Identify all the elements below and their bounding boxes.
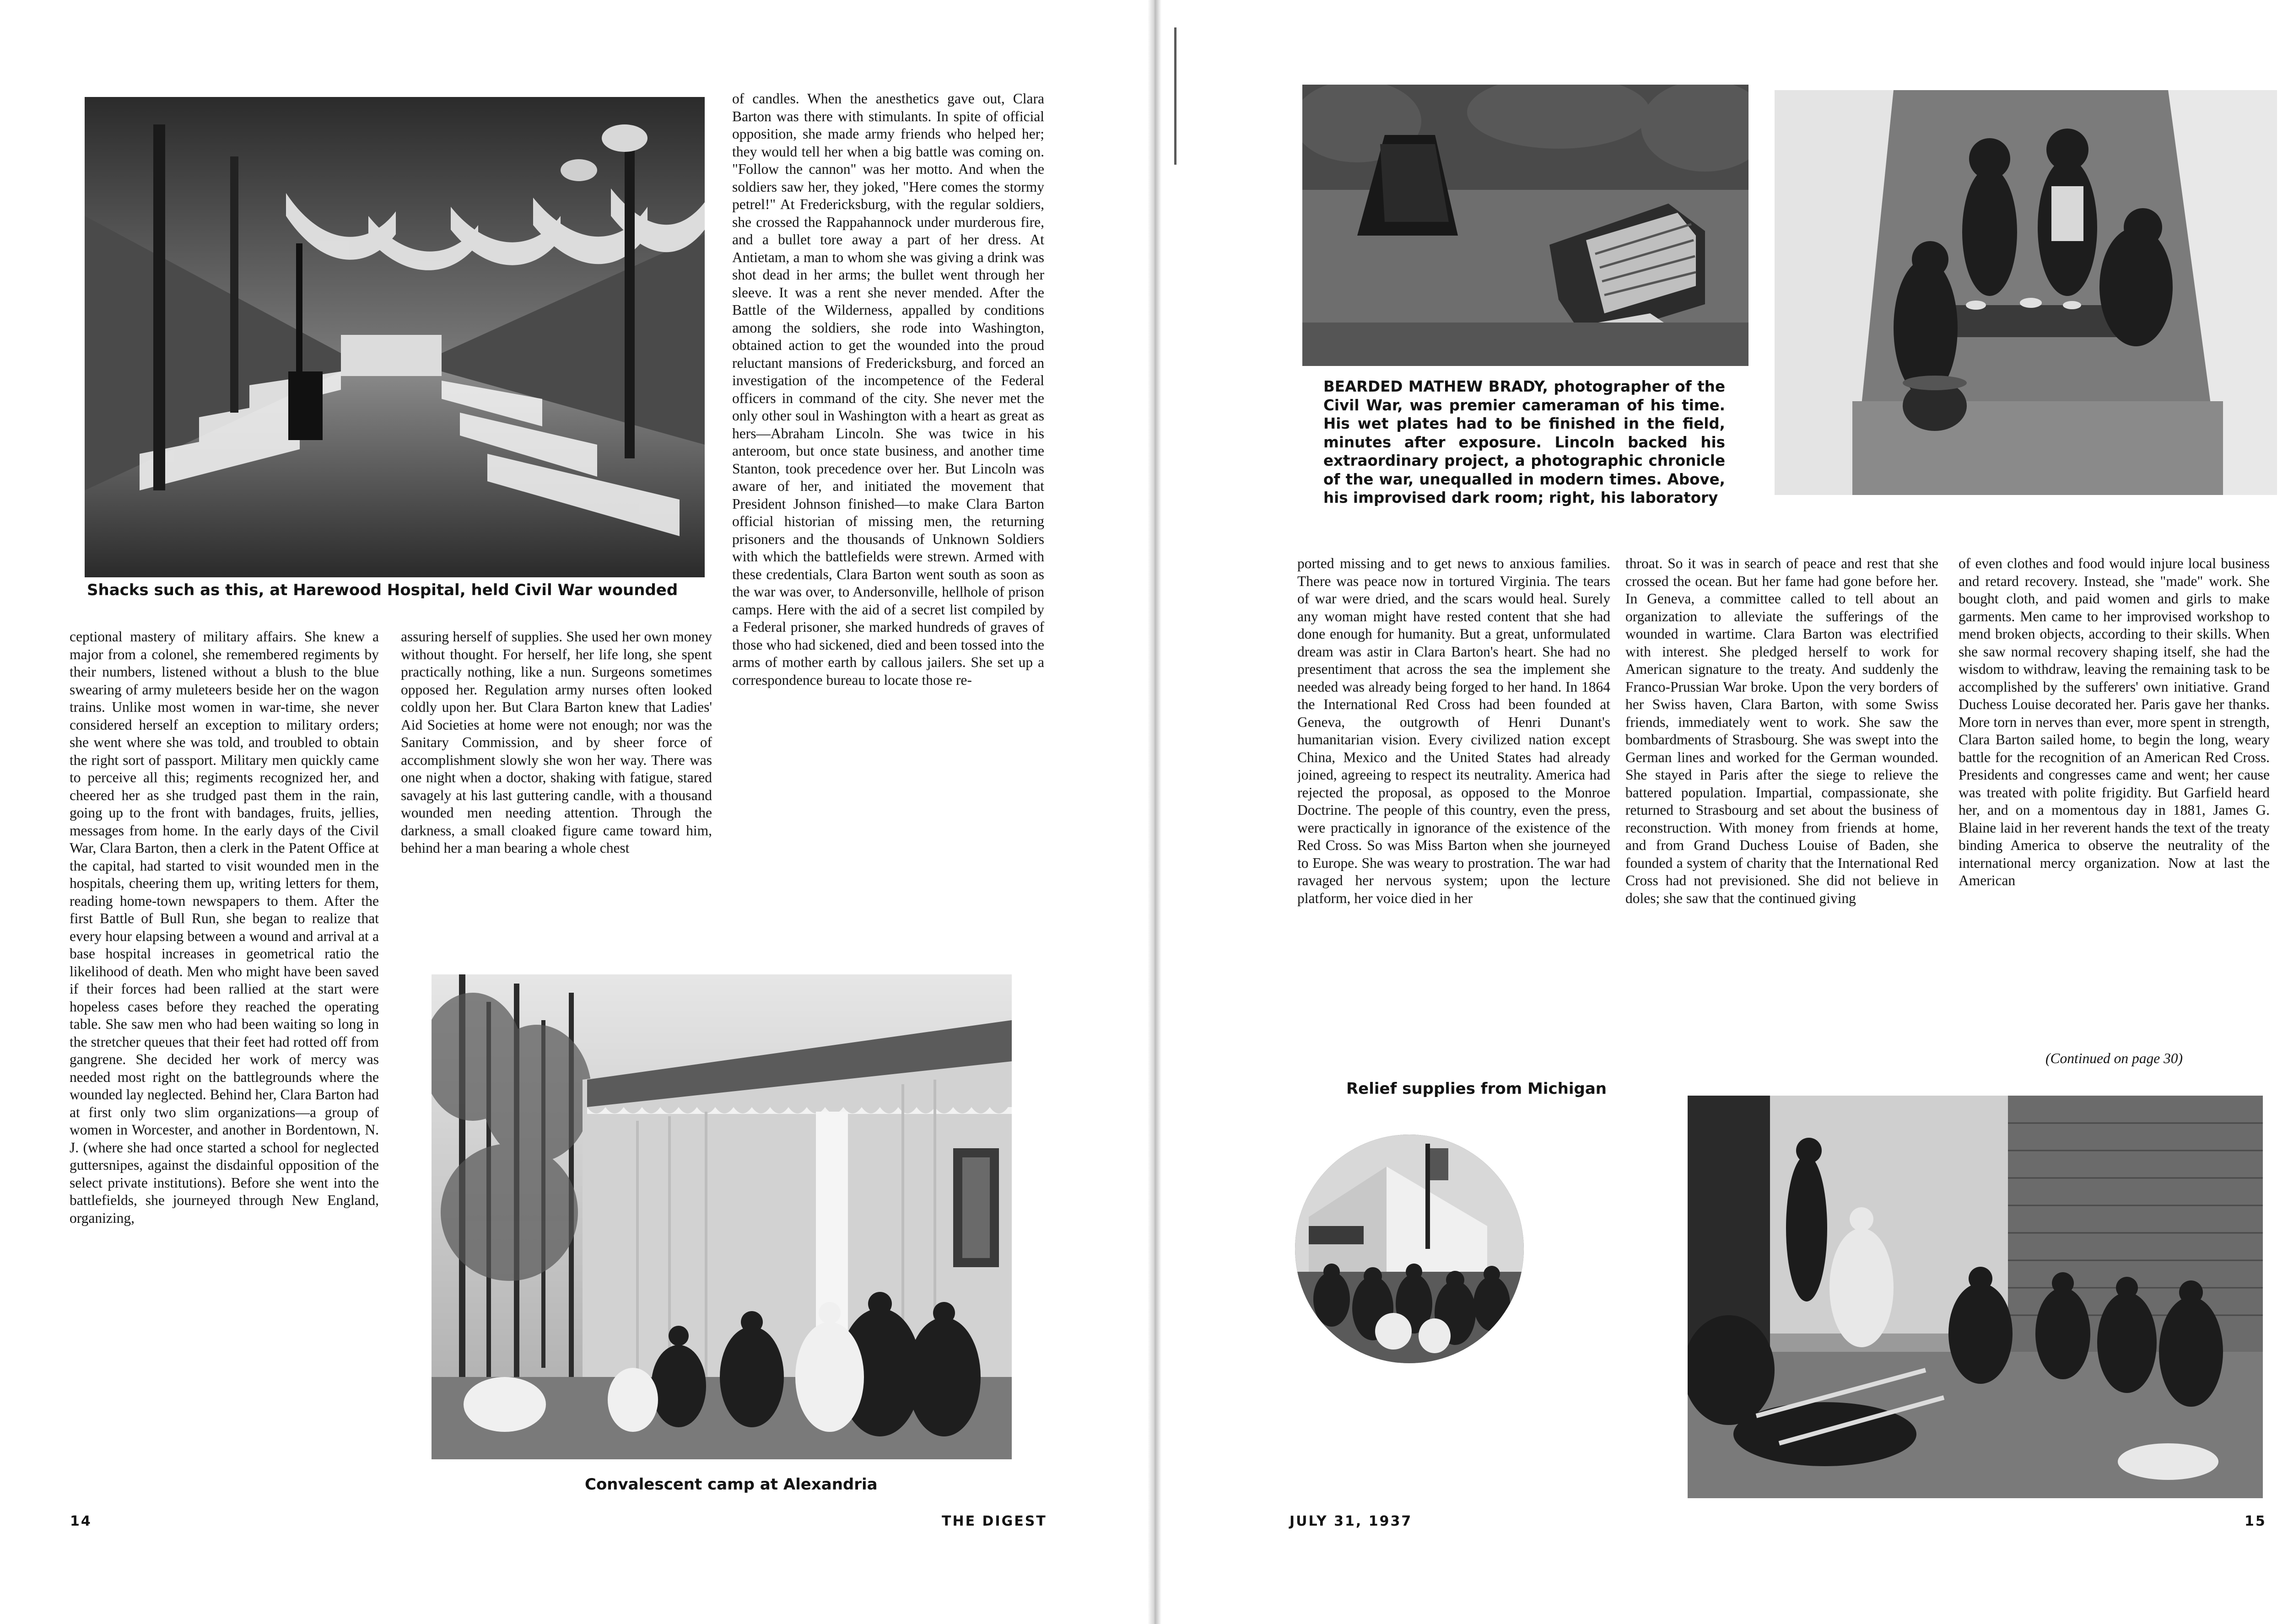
wounded-soldiers-photo bbox=[1688, 1096, 2263, 1498]
brady-photos-caption: BEARDED MATHEW BRADY, photographer of the Civil War, was premier cameraman of his time. His wet plates had to be finished in the field, minutes after exposure. Lincoln backed his extraordinary project, a photographic chronicle of the war, unequalled in modern times. Above, his improvised dark room; right, his laboratory bbox=[1323, 378, 1725, 506]
right-column-3: of even clothes and food would injure local business and retard recovery. Instead, she "made" work. She bought cloth, and paid women and girls to make garments. Men came to her improvised workshop to mend broken objects, according to their skills. When she saw normal recovery shaping itself, she had the wisdom to withdraw, leaving the remaining task to be accomplished by the sufferers' own initiative. Grand Duchess Louise decorated her. Paris gave her thanks. More torn in nerves than ever, more spent in strength, Clara Barton sailed home, to begin the long, weary battle for the recognition of an American Red Cross. Presidents and congresses came and went; her cause was treated with polite frigidity. But Garfield heard her, and on a momentous day in 1881, James G. Blaine laid in her reverent hands the text of the treaty binding America to observe the neutrality of the international mercy organization. Now at last the American bbox=[1959, 555, 2270, 888]
left-page-number: 14 bbox=[70, 1513, 92, 1529]
magazine-name: THE DIGEST bbox=[942, 1513, 1047, 1529]
issue-date: JULY 31, 1937 bbox=[1290, 1513, 1413, 1529]
harewood-hospital-photo bbox=[85, 97, 705, 577]
relief-supplies-caption: Relief supplies from Michigan bbox=[1346, 1080, 1607, 1098]
harewood-photo-caption: Shacks such as this, at Harewood Hospital, held Civil War wounded bbox=[87, 581, 678, 599]
brady-darkroom-photo bbox=[1302, 85, 1748, 366]
left-column-2: assuring herself of supplies. She used her own money without thought. For herself, her life long, she spent practically nothing, like a nun. Surgeons sometimes opposed her. Regulation army nurses often looked coldly upon her. But Clara Barton knew that Ladies' Aid Societies at home were not enough; nor was the Sanitary Commission, and by sheer force of accomplishment slowly she won her way. There was one night when a doctor, shaking with fatigue, stared savagely at his last guttering candle, with a thousand wounded men needing attention. Through the darkness, a small cloaked figure came toward him, behind her a man bearing a whole chest bbox=[401, 629, 712, 856]
right-column-2: throat. So it was in search of peace and rest that she crossed the ocean. But her fame had gone before her. In Geneva, a committee called to tell about an organization to alleviate the sufferings of the wounded in wartime. Clara Barton was electrified with interest. She pledged herself to work for American signature to the treaty. And suddenly the Franco-Prussian War broke. Upon the very borders of her Swiss haven, Clara Barton, with some Swiss friends, immediately went to work. She saw the bombardments of Strasbourg. She was swept into the German lines and worked for the German wounded. She stayed in Paris after the siege to relieve the battered population. Impartial, compassionate, she returned to Strasbourg and set about the business of reconstruction. With money from friends at home, and from Grand Duchess Louise of Baden, she founded a system of charity that the International Red Cross had not previsioned. She did not believe in doles; she saw that the continued giving bbox=[1625, 555, 1938, 906]
continued-note: (Continued on page 30) bbox=[2045, 1050, 2183, 1066]
right-page-number: 15 bbox=[2245, 1513, 2266, 1529]
binding-gutter bbox=[1148, 0, 1161, 1624]
right-column-1: ported missing and to get news to anxious families. There was peace now in tortured Virginia. The tears of war were dried, and the scars would heal. Surely any woman might have rested content that she had done enough for humanity. But a great, unformulated dream was astir in Clara Barton's heart. She had no presentiment that across the sea the implement she needed was already being forged to her hand. In 1864 the International Red Cross had been founded at Geneva, the outgrowth of Henri Dunant's humanitarian vision. Every civilized nation except China, Mexico and the United States had already joined, agreeing to respect its neutrality. America had rejected the proposal, as opposed to the Monroe Doctrine. The people of this country, even the press, were practically in ignorance of the existence of the Red Cross. So was Miss Barton when she journeyed to Europe. She was weary to prostration. The war had ravaged her nervous system; upon the lecture platform, her voice died in her bbox=[1297, 555, 1610, 906]
right-column-3-wrapper bbox=[1959, 555, 2270, 1070]
brady-laboratory-photo bbox=[1775, 90, 2277, 495]
alexandria-photo-caption: Convalescent camp at Alexandria bbox=[585, 1475, 878, 1494]
relief-supplies-photo bbox=[1295, 1135, 1524, 1363]
left-column-3: of candles. When the anesthetics gave out, Clara Barton was there with stimulants. In spite of official opposition, she made army friends who helped her; they would tell her when a big battle was coming on. "Follow the cannon" was her motto. And when the soldiers saw her, they joked, "Here comes the stormy petrel!" At Fredericksburg, with the regular soldiers, she crossed the Rappahannock under murderous fire, and a bullet tore away a part of her dress. At Antietam, a man to whom she was giving a drink was shot dead in her arms; the bullet went through her sleeve. It was a rent she never mended. After the Battle of the Wilderness, appalled by conditions among the soldiers, she rode into Washington, obtained action to get the wounded into the proud reluctant mansions of Fredericksburg, and forced an investigation of the incompetence of the Federal officers in command of the city. She never met the only other soul in Washington with a heart as great as hers—Abraham Lincoln. She was twice in his anteroom, but once state business, and another time Stanton, took precedence over her. But Lincoln was aware of her, and initiated the movement that President Johnson finished—to make Clara Barton official historian of missing men, the returning prisoners and the thousands of Unknown Soldiers with which the battlefields were strewn. Armed with these credentials, Clara Barton went south as soon as the war was over, to Andersonville, hellhole of prison camps. Here with the aid of a secret list compiled by a Federal prisoner, she marked hundreds of graves of those who had sickened, died and been tossed into the arms of mother earth by callous jailers. She set up a correspondence bureau to locate those re- bbox=[732, 91, 1044, 688]
convalescent-camp-photo bbox=[432, 974, 1012, 1459]
left-column-1: ceptional mastery of military affairs. She knew a major from a colonel, she remembered regiments by their numbers, listened without a blush to the blue swearing of army muleteers beside her on the wagon trains. Unlike most women in war-time, she never considered herself an exception to military orders; she went where she was told, and troubled to obtain the right sort of passport. Military men quickly came to perceive all this; regiments recognized her, and cheered her as she trudged past them in the rain, going up to the front with bandages, fruits, jellies, messages from home. In the early days of the Civil War, Clara Barton, then a clerk in the Patent Office at the capital, had started to visit wounded men in the hospitals, cheering them up, writing letters for them, reading home-town newspapers to them. After the first Battle of Bull Run, she began to realize that every hour elapsing between a wound and arrival at a base hospital increases in geometrical ratio the likelihood of death. Men who might have been saved if their forces had been rallied at the start were hopeless cases before they reached the operating table. She saw men who had been waiting so long in the stretcher queues that their feet had rotted off from gangrene. She decided her work of mercy was needed most right on the battlegrounds where the wounded lay neglected. Behind her, Clara Barton had at first only two slim organizations—a group of women in Worcester, and another in Bordentown, N. J. (where she had once started a school for neglected guttersnipes, against the disdainful opposition of the select private institutions). Before she went into the battlefields, she journeyed through New England, organizing, bbox=[70, 629, 379, 1226]
gutter-mark bbox=[1174, 27, 1176, 165]
